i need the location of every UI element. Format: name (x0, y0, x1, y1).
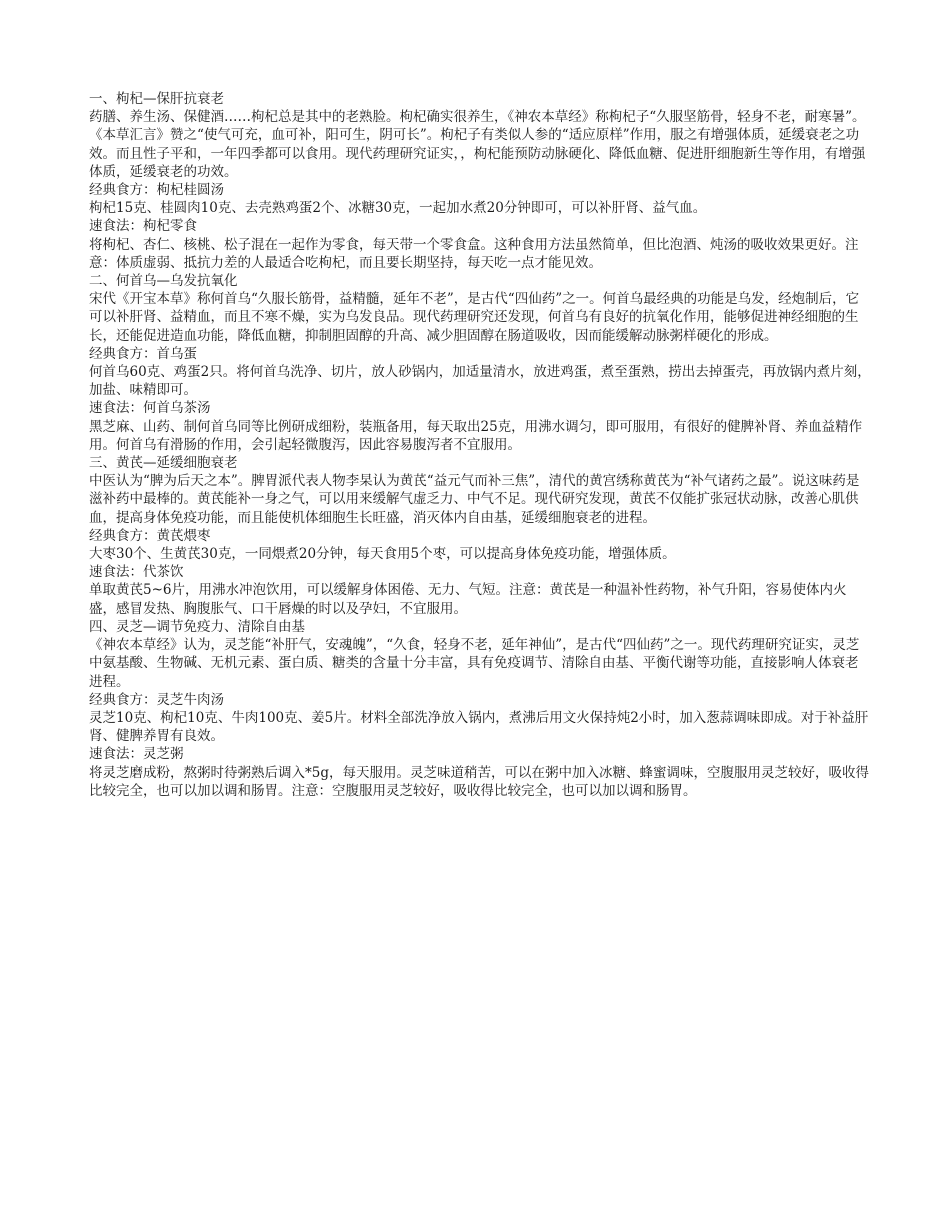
recipe-label: 经典食方：首乌蛋 (89, 345, 197, 362)
section-intro: 《神农本草经》认为，灵芝能“补肝气，安魂魄”，“久食，轻身不老，延年神仙”，是古代“四仙药”之一。现代药理研究证实，灵芝中氨基酸、生物碱、无机元素、蛋白质、糖类的含量十分丰富，具有免疫调节、清除自由基、平衡代谢等功能，直接影响人体衰老进程。 (89, 637, 860, 690)
section-heading: 三、黄芪—延缓细胞衰老 (89, 455, 238, 472)
section-heading: 四、灵芝—调节免疫力、清除自由基 (89, 618, 305, 635)
section-lingzhi (89, 618, 871, 800)
section-intro: 中医认为“脾为后天之本”。脾胃派代表人物李杲认为黄芪“益元气而补三焦”，清代的黄宫绣称黄芪为“补气诸药之最”。说这味药是滋补药中最棒的。黄芪能补一身之气，可以用来缓解气虚乏力、中气不足。现代研究发现，黄芪不仅能扩张冠状动脉，改善心肌供血，提高身体免疫功能，而且能使机体细胞生长旺盛，消灭体内自由基，延缓细胞衰老的进程。 (89, 473, 860, 526)
section-huangqi (89, 454, 871, 618)
quick-label: 速食法：何首乌茶汤 (89, 400, 211, 417)
recipe-label: 经典食方：枸杞桂圆汤 (89, 182, 224, 199)
quick-text: 黑芝麻、山药、制何首乌同等比例研成细粉，装瓶备用，每天取出25克，用沸水调匀，即可服用，有很好的健脾补肾、养血益精作用。何首乌有滑肠的作用，会引起轻微腹泻，因此容易腹泻者不宜服用。 (89, 418, 863, 453)
document-body (89, 90, 871, 800)
quick-label: 速食法：枸杞零食 (89, 218, 197, 235)
recipe-text: 何首乌60克、鸡蛋2只。将何首乌洗净、切片，放人砂锅内，加适量清水，放进鸡蛋，煮至蛋熟，捞出去掉蛋壳，再放锅内煮片刻，加盐、味精即可。 (89, 364, 871, 399)
recipe-text: 灵芝10克、枸杞10克、牛肉100克、姜5片。材料全部洗净放入锅内，煮沸后用文火保持炖2小时，加入葱蒜调味即成。对于补益肝肾、健脾养胃有良效。 (89, 709, 869, 745)
section-heading: 二、何首乌—乌发抗氧化 (89, 273, 238, 290)
quick-label: 速食法：代茶饮 (89, 564, 184, 581)
recipe-label: 经典食方：灵芝牛肉汤 (89, 691, 224, 708)
recipe-text: 枸杞15克、桂圆肉10克、去壳熟鸡蛋2个、冰糖30克，一起加水煮20分钟即可，可以补肝肾、益气血。 (89, 200, 707, 217)
section-intro: 宋代《开宝本草》称何首乌“久服长筋骨，益精髓，延年不老”，是古代“四仙药”之一。何首乌最经典的功能是乌发，经炮制后，它可以补肝肾、益精血，而且不寒不燥，实为乌发良品。现代药理研究还发现，何首乌有良好的抗氧化作用，能够促进神经细胞的生长，还能促进造血功能，降低血糖，抑制胆固醇的升高、减少胆固醇在肠道吸收，因而能缓解动脉粥样硬化的形成。 (89, 291, 860, 344)
section-heshouwu (89, 272, 871, 454)
quick-label: 速食法：灵芝粥 (89, 746, 184, 763)
section-goji (89, 90, 871, 272)
section-intro: 药膳、养生汤、保健酒……枸杞总是其中的老熟脸。枸杞确实很养生，《神农本草经》称枸杞子“久服坚筋骨，轻身不老，耐寒暑”。《本草汇言》赞之“使气可充，血可补，阳可生，阴可长”。枸杞子有类似人参的“适应原样”作用，服之有增强体质，延缓衰老之功效。而且性子平和，一年四季都可以食用。现代药理研究证实，，枸杞能预防动脉硬化、降低血糖、促进肝细胞新生等作用，有增强体质，延缓衰老的功效。 (89, 109, 866, 180)
section-heading: 一、枸杞—保肝抗衰老 (89, 91, 224, 107)
quick-text: 将枸杞、杏仁、核桃、松子混在一起作为零食，每天带一个零食盒。这种食用方法虽然简单，但比泡酒、炖汤的吸收效果更好。注意：体质虚弱、抵抗力差的人最适合吃枸杞，而且要长期坚持，每天吃一点才能见效。 (89, 236, 859, 271)
recipe-label: 经典食方：黄芪煨枣 (89, 527, 211, 544)
recipe-text: 大枣30个、生黄芪30克，一同煨煮20分钟，每天食用5个枣，可以提高身体免疫功能，增强体质。 (89, 546, 676, 563)
quick-text: 单取黄芪5~6片，用沸水冲泡饮用，可以缓解身体困倦、无力、气短。注意：黄芪是一种温补性药物，补气升阳，容易使体内火盛，感冒发热、胸腹胀气、口干唇燥的时以及孕妇，不宜服用。 (89, 582, 847, 617)
quick-text: 将灵芝磨成粉，熬粥时待粥熟后调入*5g，每天服用。灵芝味道稍苦，可以在粥中加入冰糖、蜂蜜调味，空腹服用灵芝较好，吸收得比较完全，也可以加以调和肠胃。注意：空腹服用灵芝较好，吸收得比较完全，也可以加以调和肠胃。 (89, 764, 869, 799)
